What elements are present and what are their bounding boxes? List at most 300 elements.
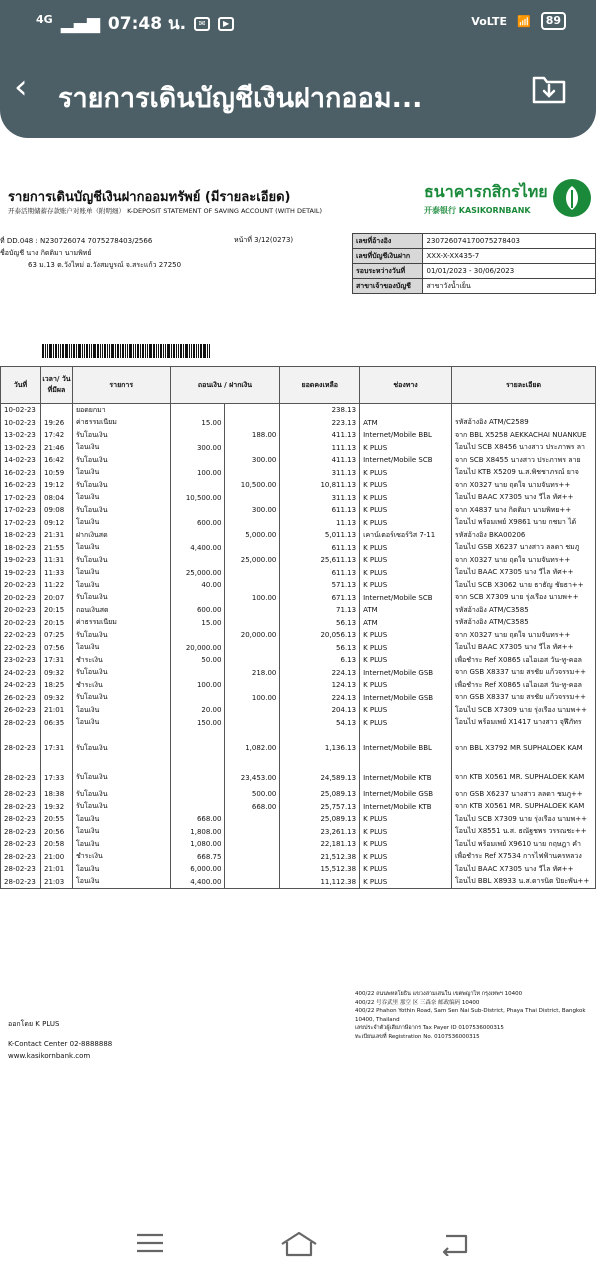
footer-address: 400/22 ถนนพหลโยธิน แขวงสามเสนใน เขตพญาไท กรุงเทพฯ 10400 400/22 号吞武里 那空 区 三森奈 邮政编码 10400 400/22 Phahon Yothin Road, Sam Sen Nai Sub-District, Phaya Thai District, Bangkok 10400, Thailand เลขประจำตัวผู้เสียภาษีอากร Tax Payer ID 0107536000315 ทะเบียนเลขที่ Registration No. 0107536000315 bbox=[355, 991, 586, 1040]
doc-title: รายการเดินบัญชีเงินฝากออมทรัพย์ (มีรายละเอียด) bbox=[8, 190, 291, 205]
recent-apps-icon[interactable] bbox=[136, 1232, 164, 1254]
barcode-bar bbox=[111, 344, 114, 358]
cell-date: 24-02-23 bbox=[1, 679, 41, 692]
cell-desc: โอนเงิน bbox=[72, 579, 170, 592]
cell-deposit bbox=[225, 813, 280, 826]
cell-balance: 238.13 bbox=[280, 404, 360, 417]
barcode-bar bbox=[73, 344, 75, 358]
cell-desc: รับโอนเงิน bbox=[72, 788, 170, 801]
cell-channel: K PLUS bbox=[360, 479, 452, 492]
barcode-bar bbox=[165, 344, 166, 358]
cell-withdraw: 4,400.00 bbox=[170, 542, 225, 555]
cell-detail: รหัสอ้างอิง ATM/C3585 bbox=[451, 617, 595, 630]
cell-withdraw bbox=[170, 788, 225, 801]
account-owner: ชื่อบัญชี นาง กิตติมา นามพิทย์ bbox=[0, 249, 92, 257]
cell-desc: ชำระเงิน bbox=[72, 654, 170, 667]
cell-date: 26-02-23 bbox=[1, 692, 41, 705]
cell-time: 21:00 bbox=[40, 851, 72, 864]
cell-withdraw: 10,500.00 bbox=[170, 492, 225, 505]
cell-date: 16-02-23 bbox=[1, 479, 41, 492]
barcode-bar bbox=[58, 344, 59, 358]
cell-detail: จาก GSB X8337 นาย สรชัย แก้วจรรม++ bbox=[451, 667, 595, 680]
cell-deposit bbox=[225, 417, 280, 430]
cell-desc: โอนเงิน bbox=[72, 567, 170, 580]
barcode-bar bbox=[191, 344, 192, 358]
kasikorn-logo bbox=[552, 178, 592, 218]
cell-detail: จาก BBL X5258 AEKKACHAI NUANKUE bbox=[451, 429, 595, 442]
table-row bbox=[1, 492, 596, 505]
table-row bbox=[1, 767, 596, 788]
barcode-bar bbox=[91, 344, 92, 358]
cell-time: 17:42 bbox=[40, 429, 72, 442]
page-title: รายการเดินบัญชีเงินฝากออม... bbox=[58, 83, 423, 114]
table-row bbox=[1, 826, 596, 839]
cell-balance: 6.13 bbox=[280, 654, 360, 667]
app-bar bbox=[0, 42, 596, 138]
cell-channel: K PLUS bbox=[360, 704, 452, 717]
cell-deposit bbox=[225, 404, 280, 417]
cell-withdraw: 4,400.00 bbox=[170, 876, 225, 889]
cell-withdraw: 668.75 bbox=[170, 851, 225, 864]
col-channel: ช่องทาง bbox=[360, 367, 452, 404]
barcode-bar bbox=[69, 344, 70, 358]
statement-document bbox=[0, 150, 596, 1110]
table-row bbox=[1, 404, 596, 417]
cell-balance: 5,011.13 bbox=[280, 529, 360, 542]
barcode-bar bbox=[156, 344, 157, 358]
cell-channel: K PLUS bbox=[360, 517, 452, 530]
cell-time: 19:12 bbox=[40, 479, 72, 492]
cell-deposit: 100.00 bbox=[225, 592, 280, 605]
cell-channel: K PLUS bbox=[360, 629, 452, 642]
cell-desc: ฝากเงินสด bbox=[72, 529, 170, 542]
cell-withdraw: 300.00 bbox=[170, 442, 225, 455]
col-date: วันที่ bbox=[1, 367, 41, 404]
barcode-bar bbox=[120, 344, 121, 358]
contact-center: K-Contact Center 02-8888888 bbox=[8, 1040, 113, 1048]
cell-deposit bbox=[225, 492, 280, 505]
cell-channel: K PLUS bbox=[360, 504, 452, 517]
table-row bbox=[1, 667, 596, 680]
bank-name-thai: ธนาคารกสิกรไทย bbox=[424, 182, 548, 201]
barcode-bar bbox=[97, 344, 99, 358]
barcode-bar bbox=[203, 344, 206, 358]
table-row bbox=[1, 592, 596, 605]
barcode-bar bbox=[53, 344, 54, 358]
cell-detail: จาก SCB X8455 นางสาว ประภาพร ลาย bbox=[451, 454, 595, 467]
cell-detail: โอนไป พร้อมเพย์ X9861 นาย กชมา ได้ bbox=[451, 517, 595, 530]
cell-time: 08:04 bbox=[40, 492, 72, 505]
cell-desc: โอนเงิน bbox=[72, 642, 170, 655]
table-row bbox=[1, 692, 596, 705]
cell-channel: K PLUS bbox=[360, 492, 452, 505]
cell-date: 20-02-23 bbox=[1, 592, 41, 605]
cell-channel: Internet/Mobile SCB bbox=[360, 454, 452, 467]
cell-time: 09:12 bbox=[40, 517, 72, 530]
cell-withdraw: 1,808.00 bbox=[170, 826, 225, 839]
cell-time: 17:31 bbox=[40, 654, 72, 667]
cell-deposit bbox=[225, 517, 280, 530]
cell-desc: รับโอนเงิน bbox=[72, 429, 170, 442]
website: www.kasikornbank.com bbox=[8, 1052, 91, 1060]
cell-desc: ค่าธรรมเนียม bbox=[72, 417, 170, 430]
cell-detail: รหัสอ้างอิง ATM/C3585 bbox=[451, 604, 595, 617]
cell-balance: 24,589.13 bbox=[280, 767, 360, 788]
col-time: เวลา/ วันที่มีผล bbox=[40, 367, 72, 404]
barcode-bar bbox=[183, 344, 184, 358]
cell-date: 20-02-23 bbox=[1, 579, 41, 592]
cell-channel: K PLUS bbox=[360, 679, 452, 692]
table-row bbox=[1, 876, 596, 889]
cell-withdraw bbox=[170, 629, 225, 642]
cell-desc: ชำระเงิน bbox=[72, 679, 170, 692]
back-nav-icon[interactable] bbox=[440, 1232, 470, 1256]
cell-time: 21:46 bbox=[40, 442, 72, 455]
account-info-table bbox=[352, 233, 596, 294]
barcode-bar bbox=[137, 344, 139, 358]
cell-deposit bbox=[225, 863, 280, 876]
barcode-bar bbox=[86, 344, 88, 358]
cell-date: 19-02-23 bbox=[1, 567, 41, 580]
barcode-bar bbox=[71, 344, 72, 358]
cell-deposit: 500.00 bbox=[225, 788, 280, 801]
cell-detail: โอนไป BBL X8933 น.ส.ดารนิต ปิยะพัน++ bbox=[451, 876, 595, 889]
cell-time: 18:25 bbox=[40, 679, 72, 692]
barcode-bar bbox=[171, 344, 172, 358]
cell-deposit: 668.00 bbox=[225, 801, 280, 814]
table-row bbox=[1, 642, 596, 655]
barcode-bar bbox=[140, 344, 141, 358]
barcode-bar bbox=[142, 344, 144, 358]
cell-desc: รับโอนเงิน bbox=[72, 554, 170, 567]
cell-time: 20:15 bbox=[40, 617, 72, 630]
cell-channel: ATM bbox=[360, 617, 452, 630]
cell-time: 07:25 bbox=[40, 629, 72, 642]
system-nav-bar bbox=[0, 1190, 596, 1280]
cell-date: 28-02-23 bbox=[1, 826, 41, 839]
cell-channel: K PLUS bbox=[360, 863, 452, 876]
cell-withdraw: 600.00 bbox=[170, 604, 225, 617]
barcode-bar bbox=[185, 344, 188, 358]
barcode-bar bbox=[193, 344, 195, 358]
message-icon: ✉ bbox=[194, 17, 210, 31]
cell-time: 21:03 bbox=[40, 876, 72, 889]
barcode-bar bbox=[209, 344, 210, 358]
table-row bbox=[1, 567, 596, 580]
cell-withdraw bbox=[170, 404, 225, 417]
back-arrow-icon[interactable]: ‹ bbox=[14, 67, 28, 107]
cell-date: 17-02-23 bbox=[1, 504, 41, 517]
cell-channel: Internet/Mobile KTB bbox=[360, 767, 452, 788]
clock: 07:48 น. bbox=[107, 14, 187, 34]
cell-detail: โอนไป SCB X7309 นาย รุ่งเรือง นามพ++ bbox=[451, 704, 595, 717]
info-value: XXX-X-XX435-7 bbox=[423, 249, 596, 264]
cell-deposit: 10,500.00 bbox=[225, 479, 280, 492]
cell-channel: Internet/Mobile KTB bbox=[360, 801, 452, 814]
cell-detail: โอนไป GSB X6237 นางสาว ลลดา ชมภู bbox=[451, 542, 595, 555]
cell-time: 07:56 bbox=[40, 642, 72, 655]
cell-desc: รับโอนเงิน bbox=[72, 454, 170, 467]
table-row bbox=[1, 717, 596, 730]
table-row bbox=[1, 617, 596, 630]
cell-detail bbox=[451, 404, 595, 417]
cell-deposit bbox=[225, 604, 280, 617]
cell-date: 28-02-23 bbox=[1, 851, 41, 864]
cell-detail: โอนไป BAAC X7305 นาง วีไล ทัศ++ bbox=[451, 567, 595, 580]
cell-channel: K PLUS bbox=[360, 542, 452, 555]
doc-subtitle: 开泰活期储蓄存款账户对账单（附明细） K-DEPOSIT STATEMENT OF SAVING ACCOUNT (WITH DETAIL) bbox=[8, 207, 323, 215]
table-row bbox=[1, 442, 596, 455]
cell-deposit: 5,000.00 bbox=[225, 529, 280, 542]
barcode-bar bbox=[200, 344, 202, 358]
cell-detail: เพื่อชำระ Ref X0865 เอไอเอส วัน-ทู-คอล bbox=[451, 679, 595, 692]
barcode-bar bbox=[125, 344, 126, 358]
barcode-bar bbox=[207, 344, 208, 358]
cell-desc: รับโอนเงิน bbox=[72, 801, 170, 814]
cell-detail: เพื่อชำระ Ref X7534 การไฟฟ้านครหลวง bbox=[451, 851, 595, 864]
table-row bbox=[1, 504, 596, 517]
cell-deposit: 188.00 bbox=[225, 429, 280, 442]
cell-detail: จาก KTB X0561 MR. SUPHALOEK KAM bbox=[451, 767, 595, 788]
cell-date: 28-02-23 bbox=[1, 813, 41, 826]
cell-deposit bbox=[225, 642, 280, 655]
barcode-bar bbox=[173, 344, 175, 358]
table-row bbox=[1, 542, 596, 555]
cell-withdraw: 20,000.00 bbox=[170, 642, 225, 655]
table-row bbox=[1, 554, 596, 567]
cell-detail: โอนไป SCB X3062 นาย ธาธัญ ชัยธา++ bbox=[451, 579, 595, 592]
col-detail: รายละเอียด bbox=[451, 367, 595, 404]
cell-desc: โอนเงิน bbox=[72, 863, 170, 876]
barcode-bar bbox=[189, 344, 190, 358]
cell-time bbox=[40, 404, 72, 417]
info-value: สาขาวังน้ำเย็น bbox=[423, 279, 596, 294]
cell-withdraw: 40.00 bbox=[170, 579, 225, 592]
cell-channel: Internet/Mobile GSB bbox=[360, 692, 452, 705]
cell-date: 28-02-23 bbox=[1, 717, 41, 730]
barcode-bar bbox=[196, 344, 197, 358]
footer-left bbox=[8, 1018, 112, 1062]
table-row bbox=[1, 679, 596, 692]
cell-balance: 224.13 bbox=[280, 692, 360, 705]
cell-balance: 611.13 bbox=[280, 504, 360, 517]
ref-number: ที่ DD.048 : N230726074 7075278403/2566 bbox=[0, 237, 153, 245]
cell-balance: 411.13 bbox=[280, 454, 360, 467]
cell-date: 28-02-23 bbox=[1, 788, 41, 801]
barcode-bar bbox=[117, 344, 119, 358]
cell-channel: K PLUS bbox=[360, 717, 452, 730]
cell-time: 11:31 bbox=[40, 554, 72, 567]
cell-time: 11:22 bbox=[40, 579, 72, 592]
cell-channel: ATM bbox=[360, 417, 452, 430]
info-label: สาขาเจ้าของบัญชี bbox=[353, 279, 423, 294]
cell-balance: 611.13 bbox=[280, 542, 360, 555]
cell-detail: โอนไป BAAC X7305 นาง วีไล ทัศ++ bbox=[451, 642, 595, 655]
cell-time: 17:33 bbox=[40, 767, 72, 788]
cell-withdraw: 150.00 bbox=[170, 717, 225, 730]
cell-detail: จาก GSB X6237 นางสาว ลลดา ชมภู++ bbox=[451, 788, 595, 801]
cell-detail: โอนไป พร้อมเพย์ X1417 นางสาว จุฬีภัทร bbox=[451, 717, 595, 730]
info-label: เลขที่บัญชีเงินฝาก bbox=[353, 249, 423, 264]
cell-balance: 311.13 bbox=[280, 467, 360, 480]
cell-channel: Internet/Mobile BBL bbox=[360, 729, 452, 767]
cell-deposit bbox=[225, 542, 280, 555]
cell-detail: จาก BBL X3792 MR SUPHALOEK KAM bbox=[451, 729, 595, 767]
cell-withdraw bbox=[170, 529, 225, 542]
cell-desc: โอนเงิน bbox=[72, 492, 170, 505]
cell-withdraw bbox=[170, 729, 225, 767]
cell-deposit: 100.00 bbox=[225, 692, 280, 705]
cell-time: 21:01 bbox=[40, 863, 72, 876]
cell-channel: K PLUS bbox=[360, 813, 452, 826]
barcode-bar bbox=[160, 344, 162, 358]
barcode-bar bbox=[49, 344, 52, 358]
barcode-bar bbox=[133, 344, 134, 358]
cell-date: 28-02-23 bbox=[1, 729, 41, 767]
cell-deposit bbox=[225, 851, 280, 864]
cell-detail: โอนไป SCB X8456 นางสาว ประภาพร ลา bbox=[451, 442, 595, 455]
col-desc: รายการ bbox=[72, 367, 170, 404]
barcode-bar bbox=[55, 344, 57, 358]
cell-deposit: 20,000.00 bbox=[225, 629, 280, 642]
cell-balance: 671.13 bbox=[280, 592, 360, 605]
cell-desc: โอนเงิน bbox=[72, 826, 170, 839]
cell-withdraw bbox=[170, 801, 225, 814]
cell-withdraw: 100.00 bbox=[170, 467, 225, 480]
barcode-bar bbox=[115, 344, 116, 358]
cell-desc: โอนเงิน bbox=[72, 542, 170, 555]
cell-balance: 111.13 bbox=[280, 442, 360, 455]
cell-channel: K PLUS bbox=[360, 554, 452, 567]
cell-withdraw: 20.00 bbox=[170, 704, 225, 717]
cell-desc: รับโอนเงิน bbox=[72, 504, 170, 517]
cell-detail: โอนไป KTB X5209 น.ส.พิชชาภรณ์ ยาจ bbox=[451, 467, 595, 480]
barcode-bar bbox=[104, 344, 106, 358]
transaction-table bbox=[0, 366, 596, 889]
cell-deposit bbox=[225, 654, 280, 667]
home-icon[interactable] bbox=[280, 1230, 318, 1258]
cell-deposit bbox=[225, 838, 280, 851]
cell-withdraw bbox=[170, 767, 225, 788]
cell-balance: 311.13 bbox=[280, 492, 360, 505]
cell-withdraw: 1,080.00 bbox=[170, 838, 225, 851]
cell-time: 09:32 bbox=[40, 667, 72, 680]
cell-balance: 224.13 bbox=[280, 667, 360, 680]
cell-date: 24-02-23 bbox=[1, 667, 41, 680]
cell-deposit: 23,453.00 bbox=[225, 767, 280, 788]
signal-icon: ▂▄▆ bbox=[60, 13, 100, 34]
barcode-bar bbox=[47, 344, 48, 358]
cell-balance: 56.13 bbox=[280, 642, 360, 655]
cell-balance: 21,512.38 bbox=[280, 851, 360, 864]
cell-detail: จาก GSB X8337 นาย สรชัย แก้วจรรม++ bbox=[451, 692, 595, 705]
barcode-bar bbox=[78, 344, 81, 358]
barcode-bar bbox=[60, 344, 61, 358]
battery-icon: 89 bbox=[541, 12, 566, 30]
cell-detail: โอนไป พร้อมเพย์ X9610 นาย กฤษฎา คำ bbox=[451, 838, 595, 851]
issued-by: ออกโดย K PLUS bbox=[8, 1020, 60, 1028]
cell-date: 28-02-23 bbox=[1, 876, 41, 889]
cell-withdraw: 100.00 bbox=[170, 679, 225, 692]
cell-withdraw bbox=[170, 554, 225, 567]
table-row bbox=[1, 429, 596, 442]
download-folder-icon[interactable] bbox=[530, 72, 568, 106]
cell-withdraw bbox=[170, 504, 225, 517]
cell-channel: Internet/Mobile GSB bbox=[360, 788, 452, 801]
table-row bbox=[1, 629, 596, 642]
page-number: หน้าที่ 3/12(0273) bbox=[234, 236, 294, 244]
cell-detail: จาก X0327 นาย ฤดใจ นามจันทร++ bbox=[451, 554, 595, 567]
cell-date: 18-02-23 bbox=[1, 529, 41, 542]
cell-withdraw bbox=[170, 479, 225, 492]
barcode-bar bbox=[153, 344, 155, 358]
barcode-bar bbox=[135, 344, 136, 358]
table-row bbox=[1, 517, 596, 530]
cell-balance: 411.13 bbox=[280, 429, 360, 442]
cell-date: 22-02-23 bbox=[1, 629, 41, 642]
cell-desc: โอนเงิน bbox=[72, 704, 170, 717]
cell-desc: รับโอนเงิน bbox=[72, 692, 170, 705]
cell-date: 18-02-23 bbox=[1, 542, 41, 555]
cell-time: 10:59 bbox=[40, 467, 72, 480]
cell-withdraw: 25,000.00 bbox=[170, 567, 225, 580]
cell-desc: โอนเงิน bbox=[72, 442, 170, 455]
cell-channel: K PLUS bbox=[360, 826, 452, 839]
cell-detail: รหัสอ้างอิง BKA00206 bbox=[451, 529, 595, 542]
cell-desc: โอนเงิน bbox=[72, 838, 170, 851]
cell-balance: 15,512.38 bbox=[280, 863, 360, 876]
cell-withdraw bbox=[170, 429, 225, 442]
table-row bbox=[1, 604, 596, 617]
info-label: รอบระหว่างวันที่ bbox=[353, 264, 423, 279]
barcode-bar bbox=[100, 344, 101, 358]
table-row bbox=[1, 467, 596, 480]
cell-time: 20:58 bbox=[40, 838, 72, 851]
cell-deposit bbox=[225, 567, 280, 580]
cell-time: 21:31 bbox=[40, 529, 72, 542]
barcode-bar bbox=[42, 344, 44, 358]
cell-balance: 54.13 bbox=[280, 717, 360, 730]
cell-time: 19:26 bbox=[40, 417, 72, 430]
cell-channel: Internet/Mobile BBL bbox=[360, 429, 452, 442]
barcode-bar bbox=[122, 344, 124, 358]
cell-detail: โอนไป X8551 น.ส. ธณัฐชพร วรรณชะ++ bbox=[451, 826, 595, 839]
cell-detail: จาก X0327 นาย ฤดใจ นามจันทร++ bbox=[451, 629, 595, 642]
cell-withdraw: 15.00 bbox=[170, 417, 225, 430]
cell-balance: 11,112.38 bbox=[280, 876, 360, 889]
cell-deposit bbox=[225, 467, 280, 480]
cell-deposit bbox=[225, 442, 280, 455]
info-value: 230726074170075278403 bbox=[423, 234, 596, 249]
barcode-bar bbox=[178, 344, 179, 358]
barcode-bar bbox=[107, 344, 108, 358]
cell-date: 28-02-23 bbox=[1, 863, 41, 876]
cell-time: 06:35 bbox=[40, 717, 72, 730]
cell-channel: Internet/Mobile GSB bbox=[360, 667, 452, 680]
barcode-bar bbox=[198, 344, 199, 358]
barcode-bar bbox=[158, 344, 159, 358]
barcode-bar bbox=[76, 344, 77, 358]
barcode bbox=[42, 344, 272, 358]
cell-balance: 23,261.13 bbox=[280, 826, 360, 839]
cell-desc: โอนเงิน bbox=[72, 876, 170, 889]
cell-withdraw: 15.00 bbox=[170, 617, 225, 630]
cell-date: 20-02-23 bbox=[1, 604, 41, 617]
cell-balance: 1,136.13 bbox=[280, 729, 360, 767]
volte-icon: VoLTE bbox=[471, 14, 507, 28]
cell-desc: โอนเงิน bbox=[72, 517, 170, 530]
cell-detail: รหัสอ้างอิง ATM/C2589 bbox=[451, 417, 595, 430]
